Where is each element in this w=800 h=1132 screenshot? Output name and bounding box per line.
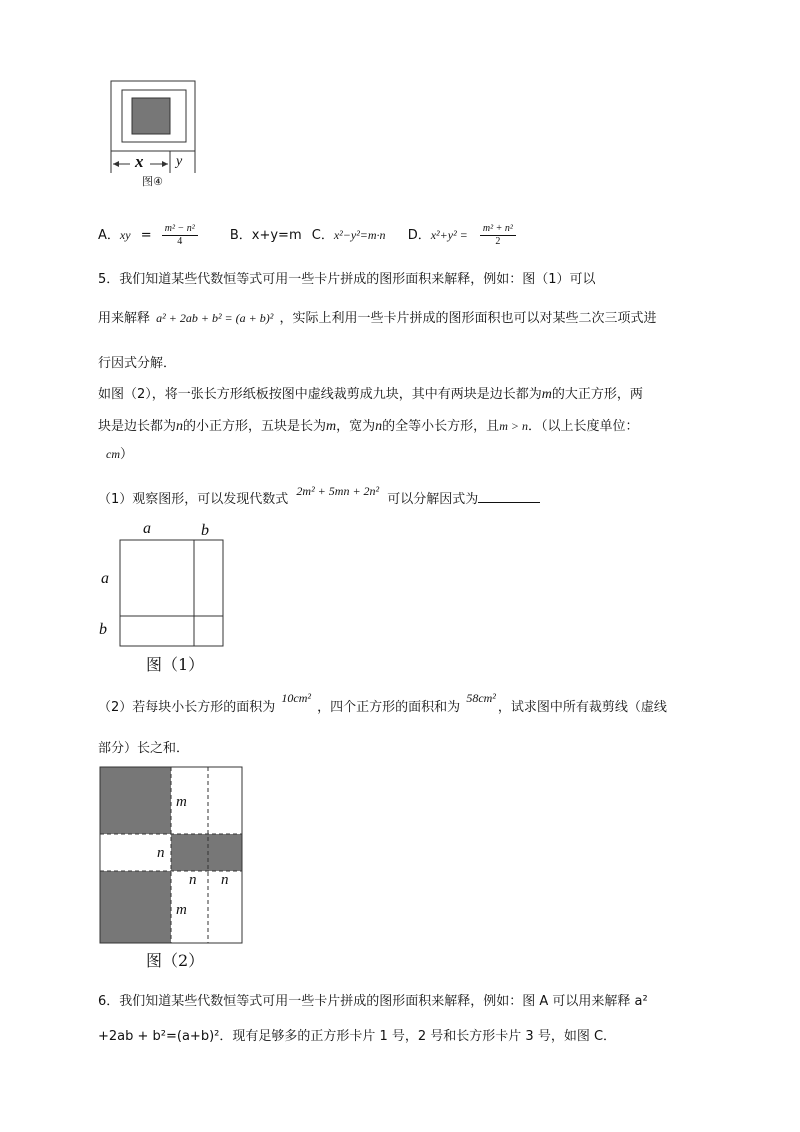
q5-line6 bbox=[106, 443, 133, 462]
figure-1-top-b-label: b bbox=[201, 522, 209, 539]
q5-line2-prefix: 用来解释 bbox=[98, 311, 151, 326]
q5-line5-e: ．（以上长度单位： bbox=[527, 419, 639, 434]
option-a-numerator: m² − n² bbox=[162, 223, 198, 236]
option-a-fraction bbox=[162, 223, 198, 248]
figure-4-caption: 图④ bbox=[142, 175, 163, 188]
option-a-prefix: A． bbox=[98, 228, 120, 243]
option-c-prefix: C． bbox=[311, 228, 334, 243]
q5-sub2-a: （2）若每块小长方形的面积为 bbox=[98, 700, 276, 715]
figure-4 bbox=[108, 78, 198, 188]
q5-sub1-suffix: 可以分解因式为 bbox=[387, 492, 479, 507]
figure-4-y-label: y bbox=[176, 154, 183, 169]
q5-line4 bbox=[98, 383, 643, 403]
figure-4-x-label: x bbox=[135, 152, 144, 171]
figure-1-left-b-label: b bbox=[99, 621, 107, 638]
q5-line5-a: 块是边长都为 bbox=[98, 419, 177, 434]
figure-2-n-label-lower-left: n bbox=[189, 872, 197, 888]
q5-sub2-area2: 58cm² bbox=[466, 691, 496, 705]
figure-1-drawing bbox=[90, 518, 240, 648]
q5-sub1-expression: 2m² + 5mn + 2n² bbox=[296, 484, 380, 498]
figure-1-left-a-label: a bbox=[101, 570, 109, 587]
q5-line2 bbox=[98, 307, 657, 326]
option-d-lhs: x²+y² = bbox=[430, 228, 468, 242]
option-a-denominator: 4 bbox=[177, 236, 183, 247]
figure-2 bbox=[98, 764, 248, 974]
option-a-lhs: xy bbox=[119, 228, 131, 242]
figure-2-drawing bbox=[98, 764, 248, 946]
q5-line6-close: ） bbox=[120, 447, 134, 462]
q5-sub1 bbox=[98, 484, 540, 507]
q5-line4-a: 如图（2），将一张长方形纸板按图中虚线裁剪成九块，其中有两块是边长都为 bbox=[98, 387, 542, 402]
q5-sub2-line2: 部分）长之和． bbox=[98, 741, 190, 756]
q5-line5-d: 的全等小长方形，且 bbox=[382, 419, 500, 434]
q6-line2: +2ab + b²=(a+b)²．现有足够多的正方形卡片 1 号，2 号和长方形卡片 3 号，如图 C． bbox=[98, 1029, 617, 1044]
q5-line5-n: n bbox=[176, 419, 184, 434]
q5-line4-b: 的大正方形，两 bbox=[551, 387, 643, 402]
figure-1-caption: 图（1） bbox=[146, 655, 205, 674]
q5-line5-b: 的小正方形，五块是长为 bbox=[183, 419, 327, 434]
option-d-prefix: D． bbox=[407, 228, 431, 243]
q5-line5-c: ，宽为 bbox=[336, 419, 376, 434]
figure-2-m-label-bottom: m bbox=[176, 902, 187, 918]
q5-sub2-c: ，试求图中所有裁剪线（虚线 bbox=[497, 700, 667, 715]
q5-line2-suffix: ，实际上利用一些卡片拼成的图形面积也可以对某些二次三项式进 bbox=[279, 311, 657, 326]
option-d-denominator: 2 bbox=[495, 236, 501, 247]
figure-1-top-a-label: a bbox=[143, 520, 151, 537]
option-d-numerator: m² + n² bbox=[480, 223, 516, 236]
q5-line1: 5．我们知道某些代数恒等式可用一些卡片拼成的图形面积来解释，例如：图（1）可以 bbox=[98, 272, 596, 287]
q5-line5 bbox=[98, 415, 638, 435]
q5-condition: m > n bbox=[499, 419, 528, 433]
q5-sub1-prefix: （1）观察图形，可以发现代数式 bbox=[98, 492, 289, 507]
q4-options bbox=[98, 223, 516, 248]
q6-line1: 6．我们知道某些代数恒等式可用一些卡片拼成的图形面积来解释，例如：图 A 可以用来解释 a² bbox=[98, 994, 648, 1009]
figure-4-drawing bbox=[108, 78, 198, 188]
q5-sub2-area1: 10cm² bbox=[281, 691, 312, 705]
figure-2-n-label-mid: n bbox=[157, 845, 165, 861]
q5-line5-n2: n bbox=[375, 419, 383, 434]
q5-line3: 行因式分解． bbox=[98, 356, 177, 371]
q5-sub1-answer-blank bbox=[478, 490, 540, 503]
figure-1 bbox=[90, 518, 240, 676]
q5-unit: cm bbox=[106, 447, 120, 461]
option-d-fraction bbox=[480, 223, 516, 248]
figure-2-m-label-top: m bbox=[176, 794, 187, 810]
q5-line5-m: m bbox=[326, 419, 337, 434]
q5-sub2 bbox=[98, 691, 667, 715]
q5-sub2-b: ，四个正方形的面积和为 bbox=[317, 700, 461, 715]
figure-2-caption: 图（2） bbox=[146, 951, 205, 970]
option-b: B．x+y=m bbox=[229, 228, 302, 243]
figure-2-n-label-lower-right: n bbox=[221, 872, 229, 888]
option-a-eq: = bbox=[140, 228, 152, 243]
q5-line4-m: m bbox=[541, 387, 552, 402]
q5-identity-formula: a² + 2ab + b² = (a + b)² bbox=[156, 311, 274, 325]
option-c-expr: x²−y²=m·n bbox=[333, 228, 386, 242]
